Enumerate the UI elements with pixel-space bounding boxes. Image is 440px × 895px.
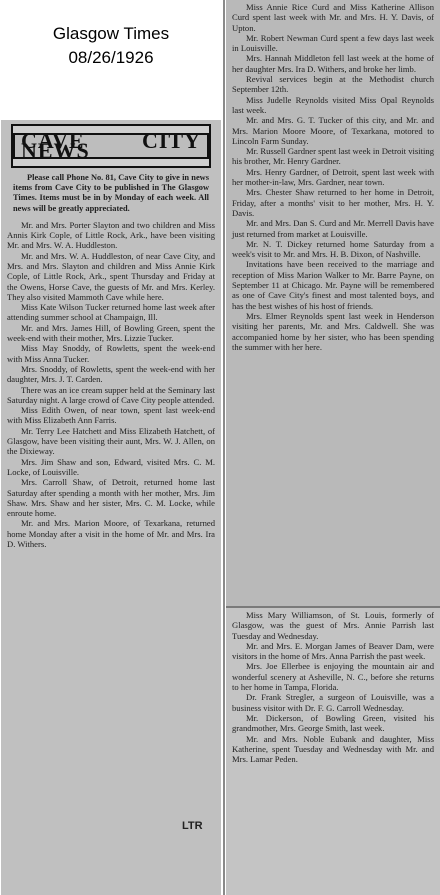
- news-item: Miss May Snoddy, of Rowletts, spent the week-end with Miss Anna Tucker.: [7, 343, 215, 364]
- news-item: Invitations have been received to the marriage and reception of Miss Marion Walker to Mr. Barre Payne, on September 11 at Chicago. Mr. Payne will be remembered as one of Cave City's finest and most talented boys, and has the best wishes of his host of friends.: [232, 259, 434, 311]
- news-item: There was an ice cream supper held at the Seminary last Saturday night. A large crowd of Cave City people attended.: [7, 384, 215, 405]
- news-item: Mrs. Elmer Reynolds spent last week in Henderson visiting her parents, Mr. and Mrs. Caldwell. She was accompanied home by her sister, who has been spending the summer with her here.: [232, 310, 434, 352]
- news-item: Mrs. Hannah Middleton fell last week at the home of her daughter Mrs. Ira D. Withers, and broke her limb.: [232, 53, 434, 74]
- news-item: Mr. and Mrs. Noble Eubank and daughter, Miss Katherine, spent Tuesday and Wednesday with Mr. and Mrs. Lamar Peden.: [232, 733, 434, 765]
- notice-text: Please call Phone No. 81, Cave City to give in news items from Cave City to be published in The Glasgow Times. Items must be in by Monday of each week. All news will be greatly appreciated.: [13, 173, 209, 213]
- news-item: Dr. Frank Stregler, a surgeon of Louisville, was a business visitor with Dr. F. G. Carroll Wednesday.: [232, 692, 434, 713]
- news-item: Mr. Robert Newman Curd spent a few days last week in Louisville.: [232, 32, 434, 54]
- news-item: Mr. and Mrs. W. A. Huddleston, of near Cave City, and Mrs. and Mrs. Slayton and children and Miss Annie Kirk Cople, of Little Rock, Ark., spent Thursday and Friday at the Owens, Horse Cave, the guests of Mr. and Mrs. Kerley. They also visited Mammoth Cave while here.: [7, 250, 215, 302]
- news-item: Mr. and Mrs. Marion Moore, of Texarkana, returned home Monday after a visit in the home of Mr. and Mrs. Ira D. Withers.: [7, 518, 215, 550]
- news-item: Mrs. Chester Shaw returned to her home in Detroit, Friday, after a months' visit to her mother, Mrs. H. Y. Davis.: [232, 187, 434, 218]
- news-item: Mr. Terry Lee Hatchett and Miss Elizabeth Hatchett, of Glasgow, have been visiting their aunt, Mrs. W. J. Allen, on the Dixieway.: [7, 425, 215, 457]
- news-item: Mr. Dickerson, of Bowling Green, visited his grandmother, Mrs. George Smith, last week.: [232, 712, 434, 734]
- news-item: Miss Judelle Reynolds visited Miss Opal Reynolds last week.: [232, 94, 434, 115]
- publication-date: 08/26/1926: [68, 48, 154, 67]
- initials-stamp: LTR: [182, 820, 203, 832]
- news-item: Miss Annie Rice Curd and Miss Katherine Allison Curd spent last week with Mr. and Mrs. H. Y. Davis, of Upton.: [232, 2, 434, 33]
- news-item: Revival services begin at the Methodist church September 12th.: [232, 74, 434, 95]
- top-right-column: [226, 0, 440, 606]
- news-item: Mrs. Henry Gardner, of Detroit, spent last week with her mother-in-law, Mrs. Gardner, near town.: [232, 166, 434, 188]
- news-item: Mrs. Carroll Shaw, of Detroit, returned home last Saturday after spending a month with her mother, Mrs. Jim Shaw. Mrs. Shaw and her sister, Mrs. C. M. Locke, while enroute home.: [7, 477, 215, 519]
- news-item: Miss Edith Owen, of near town, spent last week-end with Miss Elizabeth Ann Farris.: [7, 405, 215, 426]
- news-item: Mrs. Jim Shaw and son, Edward, visited Mrs. C. M. Locke, of Louisville.: [7, 456, 215, 477]
- clipping-label: [0, 0, 222, 118]
- news-item: Mr. Russell Gardner spent last week in Detroit visiting his brother, Mr. Henry Gardner.: [232, 146, 434, 167]
- column-divider: [223, 0, 225, 895]
- notice: [13, 173, 209, 214]
- masthead: [11, 124, 211, 168]
- news-item: Mr. and Mrs. G. T. Tucker of this city, and Mr. and Mrs. Marion Moore Moore, of Texarkana, motored to Lincoln Farm Sunday.: [232, 115, 434, 146]
- news-item: Mrs. Joe Ellerbee is enjoying the mountain air and wonderful scenery at Asheville, N. C., before she returns to her home in Tampa, Florida.: [232, 661, 434, 693]
- news-item: Mr. and Mrs. Dan S. Curd and Mr. Merrell Davis have just returned from market at Louisville.: [232, 218, 434, 239]
- news-item: Mr. N. T. Dickey returned home Saturday from a week's visit to Mr. and Mrs. H. B. Dixon, of Nashville.: [232, 238, 434, 260]
- news-item: Mr. and Mrs. E. Morgan James of Beaver Dam, were visitors in the home of Mrs. Anna Parrish the past week.: [232, 640, 434, 662]
- news-item: Mrs. Snoddy, of Rowletts, spent the week-end with her daughter, Mrs. J. T. Carden.: [7, 363, 215, 385]
- bottom-right-column: [226, 608, 440, 895]
- news-item: Miss Kate Wilson Tucker returned home last week after attending summer school at Champaign, Ill.: [7, 302, 215, 323]
- news-item: Miss Mary Williamson, of St. Louis, formerly of Glasgow, was the guest of Mrs. Annie Parrish last Tuesday and Wednesday.: [232, 610, 434, 641]
- left-column: [1, 120, 221, 895]
- publication-name: Glasgow Times: [52, 24, 170, 43]
- news-item: Mr. and Mrs. Porter Slayton and two children and Miss Annis Kirk Cople, of Little Rock, Ark., have been visiting Mr. and Mrs. W. A. Huddleston.: [7, 219, 215, 251]
- news-item: Mr. and Mrs. James Hill, of Bowling Green, spent the week-end with their mother, Mrs. Lizzie Tucker.: [7, 322, 215, 344]
- masthead-title: CAVE CITY NEWS: [13, 133, 209, 160]
